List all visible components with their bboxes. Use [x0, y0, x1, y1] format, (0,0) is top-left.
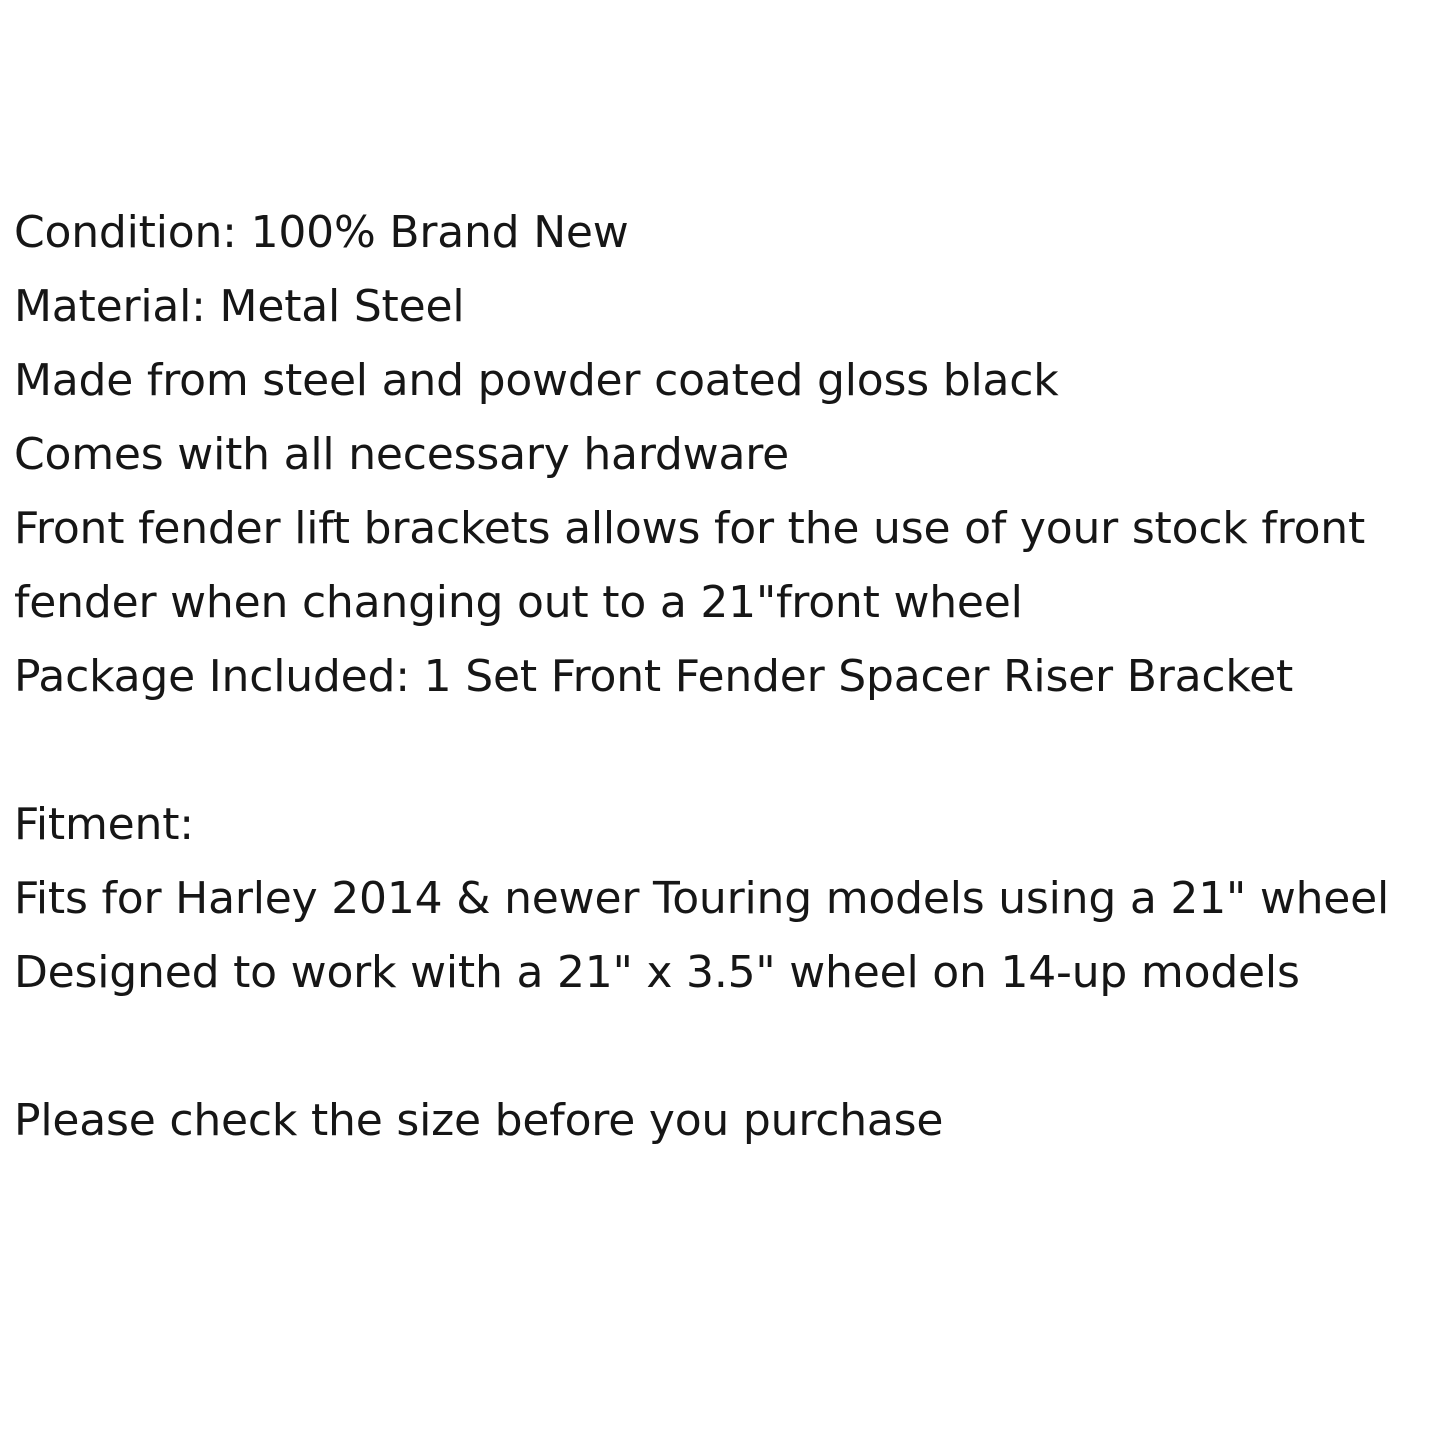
notice-section [14, 1084, 1425, 1158]
specifications-section [14, 196, 1425, 714]
fitment-line-wheel-size: Designed to work with a 21" x 3.5" wheel on 14-up models [14, 947, 1300, 998]
spec-line-material: Material: Metal Steel [14, 281, 465, 332]
fitment-section [14, 788, 1425, 1010]
spec-line-construction: Made from steel and powder coated gloss black [14, 355, 1059, 406]
section-divider-spacer-1 [14, 714, 1425, 788]
notice-line-check-size: Please check the size before you purchase [14, 1095, 944, 1146]
spec-line-hardware: Comes with all necessary hardware [14, 429, 790, 480]
spec-line-feature-part2: fender when changing out to a 21"front wheel [14, 577, 1023, 628]
fitment-line-models: Fits for Harley 2014 & newer Touring models using a 21" wheel [14, 873, 1390, 924]
spec-line-feature-part1: Front fender lift brackets allows for the use of your stock front [14, 503, 1366, 554]
spec-line-condition: Condition: 100% Brand New [14, 207, 629, 258]
spec-line-package-included: Package Included: 1 Set Front Fender Spacer Riser Bracket [14, 651, 1293, 702]
fitment-heading: Fitment: [14, 799, 194, 850]
section-divider-spacer-2 [14, 1010, 1425, 1084]
